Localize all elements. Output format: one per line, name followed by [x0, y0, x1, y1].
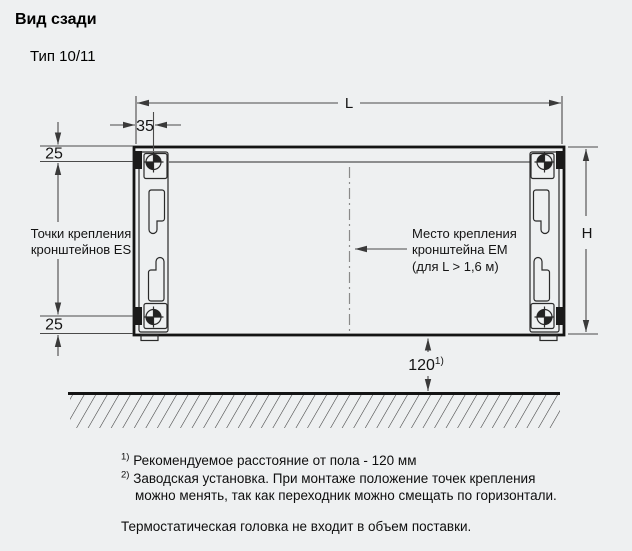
dimension-bottom-offset: [40, 259, 133, 356]
dimension-label-floor-distance: 120$^{1)}$: [408, 356, 444, 374]
svg-text:кронштейнов ES: кронштейнов ES: [30, 242, 132, 257]
footnote-1: $^{1)}$ Рекомендуемое расстояние от пола - 120 мм: [121, 451, 417, 468]
dimension-top-offset: [40, 122, 133, 222]
dimension-label-bottom-offset: 25: [45, 316, 63, 334]
bracket-clamp-top: [133, 151, 142, 169]
dimension-label-height: H: [581, 225, 593, 242]
svg-text:(для L > 1,6 м): (для L > 1,6 м): [412, 259, 499, 274]
bracket-left: [133, 151, 168, 341]
page-title: Вид сзади: [15, 11, 97, 28]
label-em-mounting-place: [355, 226, 517, 274]
dimension-label-bracket-offset: 35: [136, 118, 154, 135]
svg-text:Точки крепления: Точки крепления: [30, 226, 132, 241]
footnotes: [121, 452, 611, 535]
bracket-right: [530, 151, 565, 341]
slot-upper: [149, 190, 165, 234]
floor-hatch: [70, 395, 560, 428]
footnote-2: $^{2)}$ Заводская установка. При монтаже положение точек крепления можно менять, так как переходник можно смещать по горизонтали.: [121, 469, 557, 503]
label-es-mounting-points: [31, 226, 132, 257]
footnote-supply-note: Термостатическая головка не входит в объем поставки.: [121, 518, 472, 534]
type-label: Тип 10/11: [30, 48, 96, 65]
svg-text:кронштейна EM: кронштейна EM: [412, 242, 508, 257]
svg-text:Место крепления: Место крепления: [412, 226, 517, 241]
slot-lower: [149, 258, 165, 302]
dimension-label-top-offset: 25: [45, 145, 63, 163]
footnote-1-marker: 1): [121, 451, 130, 463]
dimension-label-length: L: [344, 95, 354, 112]
mounting-screw-top-icon: [144, 152, 164, 173]
footnote-2-marker: 2): [121, 469, 130, 480]
bracket-clamp-bottom: [133, 307, 142, 325]
mounting-screw-bottom-icon: [144, 307, 164, 328]
